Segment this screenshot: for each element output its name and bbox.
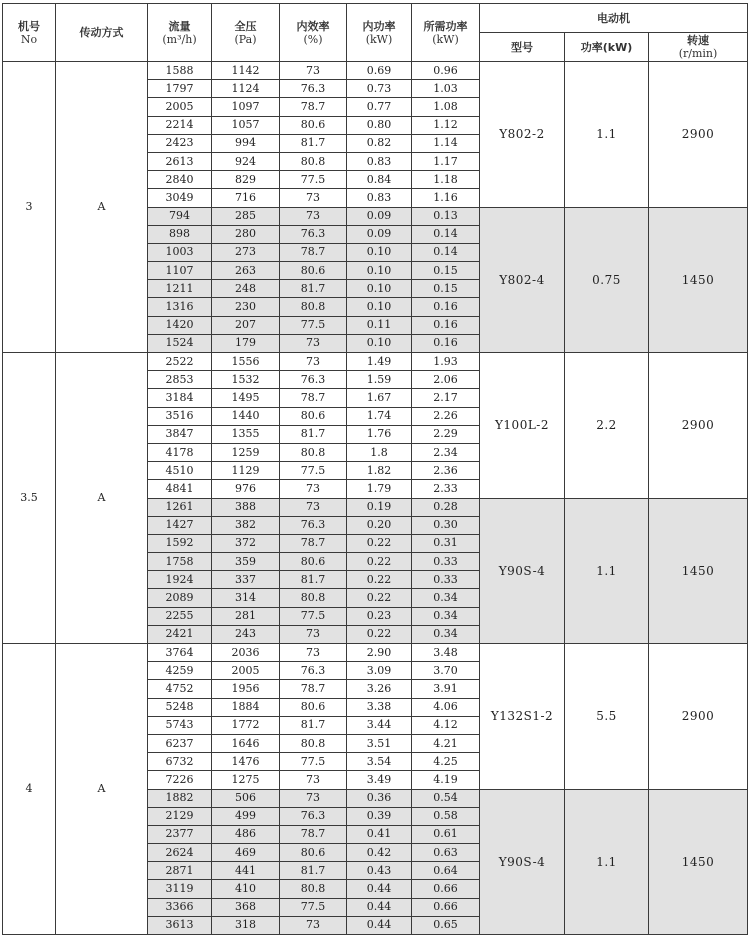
efficiency-cell: 80.8 bbox=[280, 298, 347, 316]
internal-power-cell: 3.09 bbox=[347, 662, 412, 680]
pressure-cell: 499 bbox=[212, 807, 280, 825]
flow-cell: 2871 bbox=[148, 862, 212, 880]
required-power-cell: 0.64 bbox=[412, 862, 480, 880]
internal-power-cell: 0.44 bbox=[347, 898, 412, 916]
efficiency-cell: 80.6 bbox=[280, 553, 347, 571]
pressure-cell: 285 bbox=[212, 207, 280, 225]
flow-cell: 2613 bbox=[148, 152, 212, 170]
required-power-cell: 1.18 bbox=[412, 171, 480, 189]
internal-power-cell: 0.44 bbox=[347, 880, 412, 898]
flow-cell: 3847 bbox=[148, 425, 212, 443]
internal-power-cell: 0.09 bbox=[347, 225, 412, 243]
required-power-cell: 1.14 bbox=[412, 134, 480, 152]
required-power-cell: 0.30 bbox=[412, 516, 480, 534]
efficiency-cell: 73 bbox=[280, 625, 347, 643]
efficiency-cell: 78.7 bbox=[280, 534, 347, 552]
flow-cell: 2853 bbox=[148, 371, 212, 389]
pressure-cell: 382 bbox=[212, 516, 280, 534]
required-power-cell: 0.15 bbox=[412, 280, 480, 298]
pressure-cell: 1556 bbox=[212, 353, 280, 371]
header-motor-speed: 转速 (r/min) bbox=[649, 33, 748, 62]
flow-cell: 1592 bbox=[148, 534, 212, 552]
internal-power-cell: 3.51 bbox=[347, 734, 412, 752]
flow-cell: 5743 bbox=[148, 716, 212, 734]
motor-speed-cell: 2900 bbox=[649, 644, 748, 790]
flow-cell: 6732 bbox=[148, 753, 212, 771]
internal-power-cell: 1.49 bbox=[347, 353, 412, 371]
flow-cell: 7226 bbox=[148, 771, 212, 789]
pressure-cell: 829 bbox=[212, 171, 280, 189]
internal-power-cell: 0.10 bbox=[347, 262, 412, 280]
internal-power-cell: 3.38 bbox=[347, 698, 412, 716]
table-row bbox=[3, 644, 748, 662]
internal-power-cell: 0.44 bbox=[347, 916, 412, 934]
header-flow: 流量 (m³/h) bbox=[148, 4, 212, 62]
internal-power-cell: 0.22 bbox=[347, 625, 412, 643]
flow-cell: 1588 bbox=[148, 62, 212, 80]
motor-model-cell: Y90S-4 bbox=[480, 789, 565, 935]
required-power-cell: 3.91 bbox=[412, 680, 480, 698]
efficiency-cell: 73 bbox=[280, 771, 347, 789]
required-power-cell: 2.06 bbox=[412, 371, 480, 389]
internal-power-cell: 1.67 bbox=[347, 389, 412, 407]
efficiency-cell: 81.7 bbox=[280, 134, 347, 152]
pressure-cell: 359 bbox=[212, 553, 280, 571]
internal-power-cell: 0.83 bbox=[347, 152, 412, 170]
pressure-cell: 1772 bbox=[212, 716, 280, 734]
efficiency-cell: 73 bbox=[280, 62, 347, 80]
table-row bbox=[3, 62, 748, 80]
efficiency-cell: 76.3 bbox=[280, 662, 347, 680]
pressure-cell: 506 bbox=[212, 789, 280, 807]
flow-cell: 2421 bbox=[148, 625, 212, 643]
flow-cell: 5248 bbox=[148, 698, 212, 716]
header-machine-no: 机号 No bbox=[3, 4, 56, 62]
required-power-cell: 0.14 bbox=[412, 243, 480, 261]
fan-performance-table bbox=[2, 3, 748, 935]
efficiency-cell: 73 bbox=[280, 334, 347, 352]
efficiency-cell: 80.8 bbox=[280, 734, 347, 752]
internal-power-cell: 0.80 bbox=[347, 116, 412, 134]
pressure-cell: 1097 bbox=[212, 98, 280, 116]
machine-no-cell: 3.5 bbox=[3, 353, 56, 644]
required-power-cell: 4.21 bbox=[412, 734, 480, 752]
required-power-cell: 1.17 bbox=[412, 152, 480, 170]
internal-power-cell: 3.54 bbox=[347, 753, 412, 771]
internal-power-cell: 0.10 bbox=[347, 280, 412, 298]
motor-model-cell: Y802-4 bbox=[480, 207, 565, 353]
flow-cell: 1316 bbox=[148, 298, 212, 316]
flow-cell: 4178 bbox=[148, 443, 212, 461]
efficiency-cell: 78.7 bbox=[280, 825, 347, 843]
flow-cell: 1107 bbox=[148, 262, 212, 280]
pressure-cell: 716 bbox=[212, 189, 280, 207]
required-power-cell: 4.12 bbox=[412, 716, 480, 734]
efficiency-cell: 77.5 bbox=[280, 171, 347, 189]
efficiency-cell: 78.7 bbox=[280, 243, 347, 261]
required-power-cell: 1.16 bbox=[412, 189, 480, 207]
efficiency-cell: 78.7 bbox=[280, 389, 347, 407]
motor-power-cell: 1.1 bbox=[565, 789, 649, 935]
motor-speed-cell: 2900 bbox=[649, 62, 748, 208]
efficiency-cell: 78.7 bbox=[280, 98, 347, 116]
pressure-cell: 1355 bbox=[212, 425, 280, 443]
efficiency-cell: 77.5 bbox=[280, 462, 347, 480]
flow-cell: 3049 bbox=[148, 189, 212, 207]
pressure-cell: 1057 bbox=[212, 116, 280, 134]
pressure-cell: 1495 bbox=[212, 389, 280, 407]
machine-no-cell: 4 bbox=[3, 644, 56, 935]
flow-cell: 2377 bbox=[148, 825, 212, 843]
internal-power-cell: 0.23 bbox=[347, 607, 412, 625]
pressure-cell: 1440 bbox=[212, 407, 280, 425]
internal-power-cell: 0.43 bbox=[347, 862, 412, 880]
internal-power-cell: 1.76 bbox=[347, 425, 412, 443]
internal-power-cell: 0.11 bbox=[347, 316, 412, 334]
internal-power-cell: 0.10 bbox=[347, 298, 412, 316]
efficiency-cell: 76.3 bbox=[280, 516, 347, 534]
flow-cell: 1882 bbox=[148, 789, 212, 807]
required-power-cell: 3.70 bbox=[412, 662, 480, 680]
motor-power-cell: 0.75 bbox=[565, 207, 649, 353]
flow-cell: 1427 bbox=[148, 516, 212, 534]
internal-power-cell: 1.79 bbox=[347, 480, 412, 498]
efficiency-cell: 73 bbox=[280, 480, 347, 498]
required-power-cell: 0.96 bbox=[412, 62, 480, 80]
required-power-cell: 0.16 bbox=[412, 334, 480, 352]
required-power-cell: 2.17 bbox=[412, 389, 480, 407]
pressure-cell: 2005 bbox=[212, 662, 280, 680]
pressure-cell: 314 bbox=[212, 589, 280, 607]
required-power-cell: 2.26 bbox=[412, 407, 480, 425]
motor-power-cell: 5.5 bbox=[565, 644, 649, 790]
efficiency-cell: 80.6 bbox=[280, 116, 347, 134]
pressure-cell: 469 bbox=[212, 844, 280, 862]
required-power-cell: 2.29 bbox=[412, 425, 480, 443]
flow-cell: 2005 bbox=[148, 98, 212, 116]
pressure-cell: 179 bbox=[212, 334, 280, 352]
efficiency-cell: 80.6 bbox=[280, 844, 347, 862]
motor-speed-cell: 1450 bbox=[649, 498, 748, 644]
pressure-cell: 230 bbox=[212, 298, 280, 316]
efficiency-cell: 73 bbox=[280, 916, 347, 934]
header-internal-efficiency: 内效率 (%) bbox=[280, 4, 347, 62]
internal-power-cell: 0.39 bbox=[347, 807, 412, 825]
internal-power-cell: 0.69 bbox=[347, 62, 412, 80]
flow-cell: 2089 bbox=[148, 589, 212, 607]
flow-cell: 4510 bbox=[148, 462, 212, 480]
flow-cell: 3184 bbox=[148, 389, 212, 407]
motor-power-cell: 1.1 bbox=[565, 62, 649, 208]
efficiency-cell: 73 bbox=[280, 644, 347, 662]
required-power-cell: 0.34 bbox=[412, 607, 480, 625]
flow-cell: 1420 bbox=[148, 316, 212, 334]
header-motor: 电动机 bbox=[480, 4, 748, 33]
efficiency-cell: 73 bbox=[280, 207, 347, 225]
pressure-cell: 337 bbox=[212, 571, 280, 589]
flow-cell: 3516 bbox=[148, 407, 212, 425]
required-power-cell: 0.16 bbox=[412, 298, 480, 316]
flow-cell: 1924 bbox=[148, 571, 212, 589]
pressure-cell: 1956 bbox=[212, 680, 280, 698]
efficiency-cell: 73 bbox=[280, 353, 347, 371]
pressure-cell: 1884 bbox=[212, 698, 280, 716]
required-power-cell: 4.25 bbox=[412, 753, 480, 771]
internal-power-cell: 0.82 bbox=[347, 134, 412, 152]
pressure-cell: 1259 bbox=[212, 443, 280, 461]
flow-cell: 1797 bbox=[148, 80, 212, 98]
flow-cell: 1261 bbox=[148, 498, 212, 516]
efficiency-cell: 81.7 bbox=[280, 862, 347, 880]
internal-power-cell: 2.90 bbox=[347, 644, 412, 662]
required-power-cell: 3.48 bbox=[412, 644, 480, 662]
efficiency-cell: 73 bbox=[280, 498, 347, 516]
required-power-cell: 0.66 bbox=[412, 880, 480, 898]
efficiency-cell: 78.7 bbox=[280, 680, 347, 698]
flow-cell: 2214 bbox=[148, 116, 212, 134]
required-power-cell: 0.15 bbox=[412, 262, 480, 280]
pressure-cell: 368 bbox=[212, 898, 280, 916]
pressure-cell: 207 bbox=[212, 316, 280, 334]
flow-cell: 1758 bbox=[148, 553, 212, 571]
efficiency-cell: 81.7 bbox=[280, 280, 347, 298]
internal-power-cell: 0.41 bbox=[347, 825, 412, 843]
flow-cell: 2522 bbox=[148, 353, 212, 371]
motor-speed-cell: 1450 bbox=[649, 207, 748, 353]
internal-power-cell: 0.36 bbox=[347, 789, 412, 807]
motor-power-cell: 2.2 bbox=[565, 353, 649, 499]
pressure-cell: 486 bbox=[212, 825, 280, 843]
internal-power-cell: 0.10 bbox=[347, 334, 412, 352]
efficiency-cell: 76.3 bbox=[280, 371, 347, 389]
header-motor-model: 型号 bbox=[480, 33, 565, 62]
efficiency-cell: 77.5 bbox=[280, 753, 347, 771]
header-required-power: 所需功率 (kW) bbox=[412, 4, 480, 62]
required-power-cell: 0.14 bbox=[412, 225, 480, 243]
pressure-cell: 1275 bbox=[212, 771, 280, 789]
flow-cell: 3764 bbox=[148, 644, 212, 662]
drive-mode-cell: A bbox=[56, 353, 148, 644]
internal-power-cell: 1.82 bbox=[347, 462, 412, 480]
required-power-cell: 0.13 bbox=[412, 207, 480, 225]
pressure-cell: 441 bbox=[212, 862, 280, 880]
required-power-cell: 1.03 bbox=[412, 80, 480, 98]
motor-speed-cell: 2900 bbox=[649, 353, 748, 499]
flow-cell: 2129 bbox=[148, 807, 212, 825]
efficiency-cell: 80.6 bbox=[280, 262, 347, 280]
pressure-cell: 1646 bbox=[212, 734, 280, 752]
flow-cell: 4752 bbox=[148, 680, 212, 698]
pressure-cell: 273 bbox=[212, 243, 280, 261]
efficiency-cell: 80.8 bbox=[280, 152, 347, 170]
required-power-cell: 0.66 bbox=[412, 898, 480, 916]
header-total-pressure: 全压 (Pa) bbox=[212, 4, 280, 62]
required-power-cell: 1.08 bbox=[412, 98, 480, 116]
flow-cell: 1003 bbox=[148, 243, 212, 261]
required-power-cell: 2.34 bbox=[412, 443, 480, 461]
flow-cell: 1211 bbox=[148, 280, 212, 298]
required-power-cell: 0.34 bbox=[412, 625, 480, 643]
efficiency-cell: 80.6 bbox=[280, 698, 347, 716]
internal-power-cell: 1.59 bbox=[347, 371, 412, 389]
internal-power-cell: 0.20 bbox=[347, 516, 412, 534]
internal-power-cell: 0.42 bbox=[347, 844, 412, 862]
internal-power-cell: 3.44 bbox=[347, 716, 412, 734]
pressure-cell: 994 bbox=[212, 134, 280, 152]
pressure-cell: 318 bbox=[212, 916, 280, 934]
efficiency-cell: 76.3 bbox=[280, 80, 347, 98]
required-power-cell: 4.19 bbox=[412, 771, 480, 789]
flow-cell: 2255 bbox=[148, 607, 212, 625]
internal-power-cell: 1.8 bbox=[347, 443, 412, 461]
required-power-cell: 0.33 bbox=[412, 553, 480, 571]
flow-cell: 3613 bbox=[148, 916, 212, 934]
drive-mode-cell: A bbox=[56, 644, 148, 935]
motor-model-cell: Y100L-2 bbox=[480, 353, 565, 499]
efficiency-cell: 76.3 bbox=[280, 225, 347, 243]
efficiency-cell: 76.3 bbox=[280, 807, 347, 825]
internal-power-cell: 0.22 bbox=[347, 571, 412, 589]
header-motor-power: 功率(kW) bbox=[565, 33, 649, 62]
efficiency-cell: 73 bbox=[280, 789, 347, 807]
flow-cell: 4841 bbox=[148, 480, 212, 498]
flow-cell: 2840 bbox=[148, 171, 212, 189]
motor-model-cell: Y802-2 bbox=[480, 62, 565, 208]
pressure-cell: 372 bbox=[212, 534, 280, 552]
flow-cell: 4259 bbox=[148, 662, 212, 680]
internal-power-cell: 1.74 bbox=[347, 407, 412, 425]
machine-no-cell: 3 bbox=[3, 62, 56, 353]
pressure-cell: 263 bbox=[212, 262, 280, 280]
pressure-cell: 924 bbox=[212, 152, 280, 170]
required-power-cell: 0.58 bbox=[412, 807, 480, 825]
required-power-cell: 4.06 bbox=[412, 698, 480, 716]
efficiency-cell: 80.8 bbox=[280, 443, 347, 461]
table-body bbox=[3, 62, 748, 935]
pressure-cell: 1124 bbox=[212, 80, 280, 98]
internal-power-cell: 0.22 bbox=[347, 534, 412, 552]
pressure-cell: 410 bbox=[212, 880, 280, 898]
internal-power-cell: 3.49 bbox=[347, 771, 412, 789]
efficiency-cell: 81.7 bbox=[280, 571, 347, 589]
required-power-cell: 0.63 bbox=[412, 844, 480, 862]
efficiency-cell: 80.6 bbox=[280, 407, 347, 425]
pressure-cell: 280 bbox=[212, 225, 280, 243]
internal-power-cell: 0.73 bbox=[347, 80, 412, 98]
required-power-cell: 2.36 bbox=[412, 462, 480, 480]
pressure-cell: 976 bbox=[212, 480, 280, 498]
pressure-cell: 2036 bbox=[212, 644, 280, 662]
motor-speed-cell: 1450 bbox=[649, 789, 748, 935]
pressure-cell: 1532 bbox=[212, 371, 280, 389]
flow-cell: 794 bbox=[148, 207, 212, 225]
pressure-cell: 1129 bbox=[212, 462, 280, 480]
flow-cell: 898 bbox=[148, 225, 212, 243]
efficiency-cell: 81.7 bbox=[280, 425, 347, 443]
required-power-cell: 1.12 bbox=[412, 116, 480, 134]
internal-power-cell: 0.09 bbox=[347, 207, 412, 225]
required-power-cell: 2.33 bbox=[412, 480, 480, 498]
drive-mode-cell: A bbox=[56, 62, 148, 353]
required-power-cell: 0.33 bbox=[412, 571, 480, 589]
flow-cell: 1524 bbox=[148, 334, 212, 352]
required-power-cell: 0.34 bbox=[412, 589, 480, 607]
internal-power-cell: 0.22 bbox=[347, 553, 412, 571]
pressure-cell: 388 bbox=[212, 498, 280, 516]
efficiency-cell: 77.5 bbox=[280, 898, 347, 916]
efficiency-cell: 77.5 bbox=[280, 607, 347, 625]
pressure-cell: 1476 bbox=[212, 753, 280, 771]
internal-power-cell: 0.19 bbox=[347, 498, 412, 516]
internal-power-cell: 3.26 bbox=[347, 680, 412, 698]
flow-cell: 2624 bbox=[148, 844, 212, 862]
internal-power-cell: 0.83 bbox=[347, 189, 412, 207]
flow-cell: 3366 bbox=[148, 898, 212, 916]
required-power-cell: 1.93 bbox=[412, 353, 480, 371]
flow-cell: 6237 bbox=[148, 734, 212, 752]
required-power-cell: 0.54 bbox=[412, 789, 480, 807]
internal-power-cell: 0.22 bbox=[347, 589, 412, 607]
required-power-cell: 0.28 bbox=[412, 498, 480, 516]
motor-power-cell: 1.1 bbox=[565, 498, 649, 644]
efficiency-cell: 81.7 bbox=[280, 716, 347, 734]
motor-model-cell: Y90S-4 bbox=[480, 498, 565, 644]
internal-power-cell: 0.10 bbox=[347, 243, 412, 261]
required-power-cell: 0.65 bbox=[412, 916, 480, 934]
header-internal-power: 内功率 (kW) bbox=[347, 4, 412, 62]
required-power-cell: 0.16 bbox=[412, 316, 480, 334]
internal-power-cell: 0.77 bbox=[347, 98, 412, 116]
pressure-cell: 281 bbox=[212, 607, 280, 625]
pressure-cell: 1142 bbox=[212, 62, 280, 80]
efficiency-cell: 80.8 bbox=[280, 880, 347, 898]
flow-cell: 2423 bbox=[148, 134, 212, 152]
required-power-cell: 0.31 bbox=[412, 534, 480, 552]
header-drive-mode: 传动方式 bbox=[56, 4, 148, 62]
pressure-cell: 243 bbox=[212, 625, 280, 643]
table-row bbox=[3, 353, 748, 371]
efficiency-cell: 77.5 bbox=[280, 316, 347, 334]
efficiency-cell: 73 bbox=[280, 189, 347, 207]
pressure-cell: 248 bbox=[212, 280, 280, 298]
flow-cell: 3119 bbox=[148, 880, 212, 898]
efficiency-cell: 80.8 bbox=[280, 589, 347, 607]
internal-power-cell: 0.84 bbox=[347, 171, 412, 189]
motor-model-cell: Y132S1-2 bbox=[480, 644, 565, 790]
required-power-cell: 0.61 bbox=[412, 825, 480, 843]
